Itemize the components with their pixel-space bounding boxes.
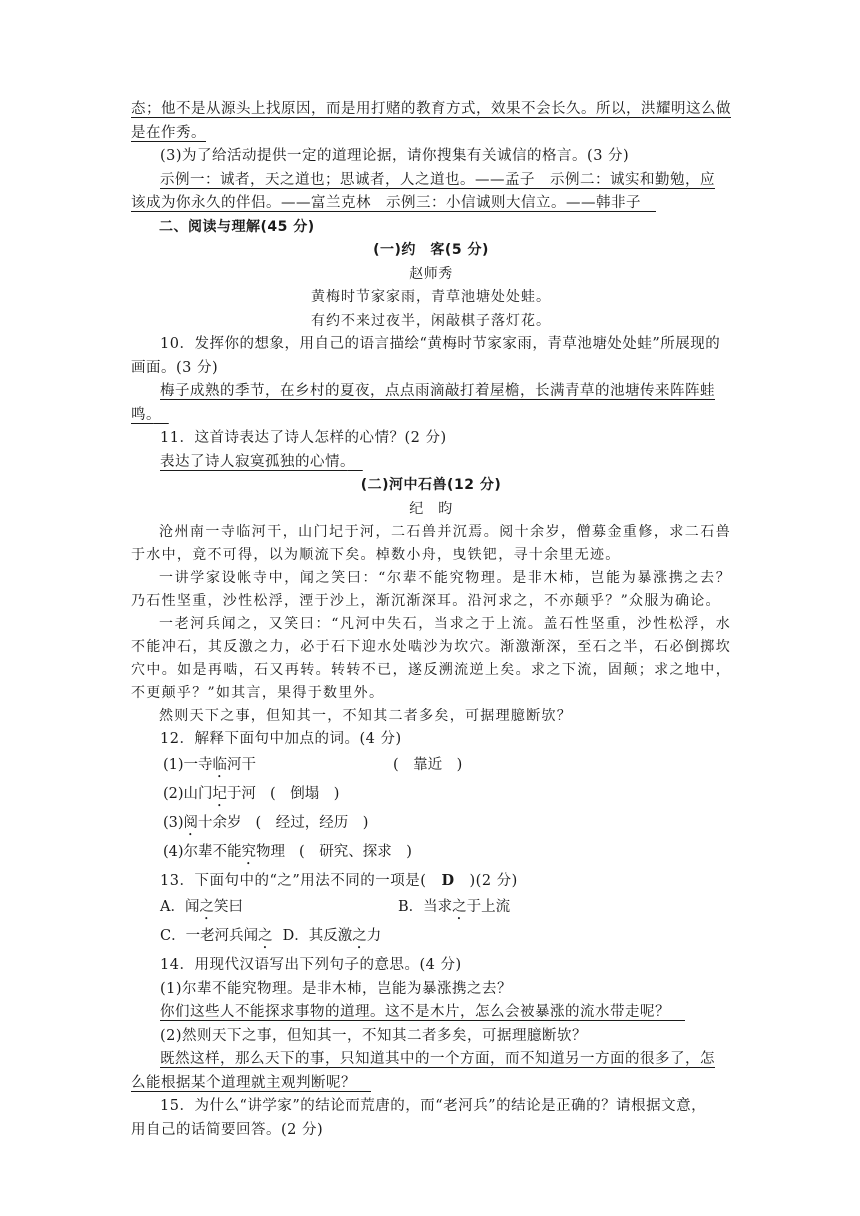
option-c: C．一老河兵闻之	[160, 927, 273, 944]
answer-line: 梅子成熟的季节，在乡村的夏夜，点点雨滴敲打着屋檐，长满青草的池塘传来阵阵蛙	[160, 383, 715, 399]
answer-line: 该成为你永久的伴侣。——富兰克林 示例三：小信诚则大信立。——韩非子	[131, 195, 641, 211]
part-title: (一)约 客(5 分)	[373, 242, 489, 258]
question-10: 10．发挥你的想象，用自己的语言描绘“黄梅时节家家雨，青草池塘处处蛙”所展现的	[160, 336, 721, 352]
q12-answer: ( 研究、探求 )	[299, 843, 412, 860]
passage-paragraph: 一老河兵闻之，又笑曰：“凡河中失石，当求之于上流。盖石性坚重，沙性松浮，水不能冲石，其反激之力，必于石下迎水处啮沙为坎穴。渐激渐深，至石之半，石必倒掷坎穴中。如是再啮，石又再转。转转不已，遂反溯流逆上矣。求之下流，固颠；求之地中，不更颠乎？”如其言，果得于数里外。	[131, 616, 731, 701]
text-author: 纪 昀	[409, 500, 453, 517]
q13-options-row1	[131, 894, 731, 923]
question-15-cont: 用自己的话简要回答。(2 分)	[131, 1121, 324, 1138]
passage-paragraph: 沧州南一寺临河干，山门圮于河，二石兽并沉焉。阅十余岁，僧募金重修，求二石兽于水中，竟不可得，以为顺流下矣。棹数小舟，曳铁钯，寻十余里无迹。	[131, 524, 731, 563]
q12-item: (4)尔辈不能究物理 ( 研究、探求 )	[163, 839, 731, 868]
q12-answer: ( 倒塌 )	[270, 785, 340, 802]
option-d: D．其反激之力	[282, 927, 382, 944]
answer-line: 态；他不是从源头上找原因，而是用打赌的教育方式，效果不会长久。所以，洪耀明这么做	[131, 101, 731, 117]
answer-line: 你们这些人不能探求事物的道理。这不是木片，怎么会被暴涨的流水带走呢？	[160, 1004, 670, 1020]
answer-line: 是在作秀。	[131, 124, 206, 141]
option-a: A．闻之笑曰	[160, 898, 243, 915]
question-11: 11．这首诗表达了诗人怎样的心情？(2 分)	[160, 430, 447, 446]
poem-author: 赵师秀	[409, 265, 453, 282]
q13-options-row2	[131, 923, 731, 952]
answer-line: 么能根据某个道理就主观判断呢？	[131, 1074, 356, 1091]
q13-answer: D	[441, 871, 455, 889]
question-14: 14．用现代汉语写出下列句子的意思。(4 分)	[160, 956, 462, 973]
answer-line: 表达了诗人寂寞孤独的心情。	[160, 453, 348, 470]
answer-line: 示例一：诚者，天之道也；思诚者，人之道也。——孟子 示例二：诚实和勤勉，应	[160, 171, 715, 188]
part-title: (二)河中石兽(12 分)	[360, 477, 502, 493]
q12-answer: ( 经过，经历 )	[255, 814, 369, 831]
q12-item: (3)阅十余岁 ( 经过，经历 )	[163, 810, 731, 839]
document-page	[131, 98, 731, 1142]
q12-item: (1)一寺临河干 ( 靠近 )	[163, 752, 731, 781]
question-12: 12．解释下面句中加点的词。(4 分)	[160, 731, 402, 747]
question-14-1: (1)尔辈不能究物理。是非木杮，岂能为暴涨携之去？	[160, 980, 513, 997]
poem-line: 黄梅时节家家雨，青草池塘处处蛙。	[311, 289, 551, 305]
q12-item: (2)山门圮于河 ( 倒塌 )	[163, 781, 731, 810]
option-b: B．当求之于上流	[398, 898, 511, 915]
answer-line: 鸣。	[131, 406, 154, 423]
answer-line: 既然这样，那么天下的事，只知道其中的一个方面，而不知道另一方面的很多了，怎	[160, 1051, 715, 1067]
section-heading: 二、阅读与理解(45 分)	[159, 218, 315, 235]
question-14-2: (2)然则天下之事，但知其一，不知其二者多矣，可据理臆断欤？	[160, 1027, 588, 1044]
passage-paragraph: 一讲学家设帐寺中，闻之笑曰：“尔辈不能究物理。是非木杮，岂能为暴涨携之去？乃石性坚重，沙性松浮，湮于沙上，渐沉渐深耳。沿河求之，不亦颠乎？”众服为确论。	[131, 570, 731, 609]
question-13: 13．下面句中的“之”用法不同的一项是( D )(2 分)	[160, 871, 518, 889]
question-10-cont: 画面。(3 分)	[131, 359, 219, 376]
question-3: (3)为了给活动提供一定的道理论据，请你搜集有关诚信的格言。(3 分)	[160, 148, 630, 164]
q12-answer: ( 靠近 )	[393, 756, 463, 773]
poem-line: 有约不来过夜半，闲敲棋子落灯花。	[311, 312, 551, 329]
passage-paragraph: 然则天下之事，但知其一，不知其二者多矣，可据理臆断欤？	[159, 708, 573, 724]
q12-items	[131, 752, 731, 868]
question-15: 15．为什么“讲学家”的结论而荒唐的，而“老河兵”的结论是正确的？请根据文意，	[160, 1098, 707, 1114]
